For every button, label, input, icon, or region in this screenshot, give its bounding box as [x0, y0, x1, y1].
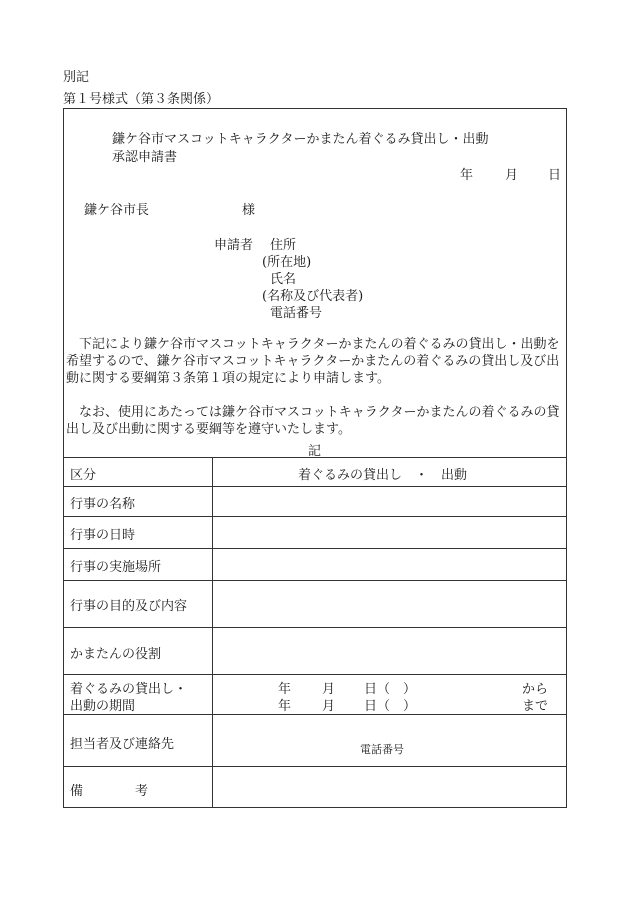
- contact-phone-label: 電話番号: [360, 743, 404, 756]
- applicant-label: 申請者: [214, 238, 254, 253]
- category-value: 着ぐるみの貸出し ・ 出動: [298, 468, 468, 483]
- addressee-honorific: 様: [242, 203, 256, 218]
- table-divider: [63, 674, 567, 675]
- addressee: 鎌ケ谷市長: [84, 203, 150, 218]
- period-to-day: 日（ ）: [364, 699, 417, 714]
- row-label-event-datetime: 行事の日時: [70, 528, 136, 543]
- row-label-remarks: 備 考: [70, 784, 149, 799]
- date-month: 月: [505, 168, 519, 183]
- form-number: 第１号様式（第３条関係）: [63, 92, 220, 107]
- applicant-address: 住所: [270, 238, 297, 253]
- table-divider: [63, 580, 567, 581]
- applicant-address-note: (所在地): [262, 255, 312, 270]
- table-divider: [63, 486, 567, 487]
- ki-label: 記: [308, 444, 322, 459]
- row-label-period-line1: 着ぐるみの貸出し・: [70, 682, 188, 697]
- period-to-year: 年: [278, 699, 292, 714]
- table-divider: [63, 766, 567, 767]
- period-to-suffix: まで: [522, 699, 549, 714]
- row-label-event-name: 行事の名称: [70, 497, 136, 512]
- row-label-kamatan-role: かまたんの役割: [70, 647, 162, 662]
- applicant-name-note: (名称及び代表者): [262, 289, 364, 304]
- betsuki-label: 別記: [63, 70, 90, 85]
- period-from-day: 日（ ）: [364, 682, 417, 697]
- body-paragraph-1: 下記により鎌ケ谷市マスコットキャラクターかまたんの着ぐるみの貸出し・出動を希望するので、鎌ケ谷市マスコットキャラクターかまたんの着ぐるみの貸出し及び出動に関する要綱第３条第１項の規定により申請します。: [66, 337, 560, 386]
- table-column-divider: [212, 457, 213, 808]
- row-label-contact: 担当者及び連絡先: [70, 737, 175, 752]
- form-title-line1: 鎌ケ谷市マスコットキャラクターかまたん着ぐるみ貸出し・出動: [112, 132, 489, 147]
- period-from-month: 月: [322, 682, 336, 697]
- applicant-name: 氏名: [270, 272, 297, 287]
- body-paragraph-2: なお、使用にあたっては鎌ケ谷市マスコットキャラクターかまたんの着ぐるみの貸出し及び出動に関する要綱等を遵守いたします。: [66, 405, 560, 437]
- row-label-category: 区分: [70, 468, 97, 483]
- form-title-line2: 承認申請書: [112, 150, 178, 165]
- table-divider: [63, 457, 567, 458]
- table-divider: [63, 714, 567, 715]
- date-day: 日: [548, 168, 562, 183]
- period-to-month: 月: [322, 699, 336, 714]
- applicant-phone: 電話番号: [270, 306, 323, 321]
- table-divider: [63, 627, 567, 628]
- row-label-event-venue: 行事の実施場所: [70, 560, 162, 575]
- table-divider: [63, 548, 567, 549]
- date-year: 年: [460, 168, 474, 183]
- row-label-period-line2: 出動の期間: [70, 699, 136, 714]
- period-from-suffix: から: [522, 682, 549, 697]
- table-divider: [63, 516, 567, 517]
- row-label-event-purpose: 行事の目的及び内容: [70, 599, 188, 614]
- period-from-year: 年: [278, 682, 292, 697]
